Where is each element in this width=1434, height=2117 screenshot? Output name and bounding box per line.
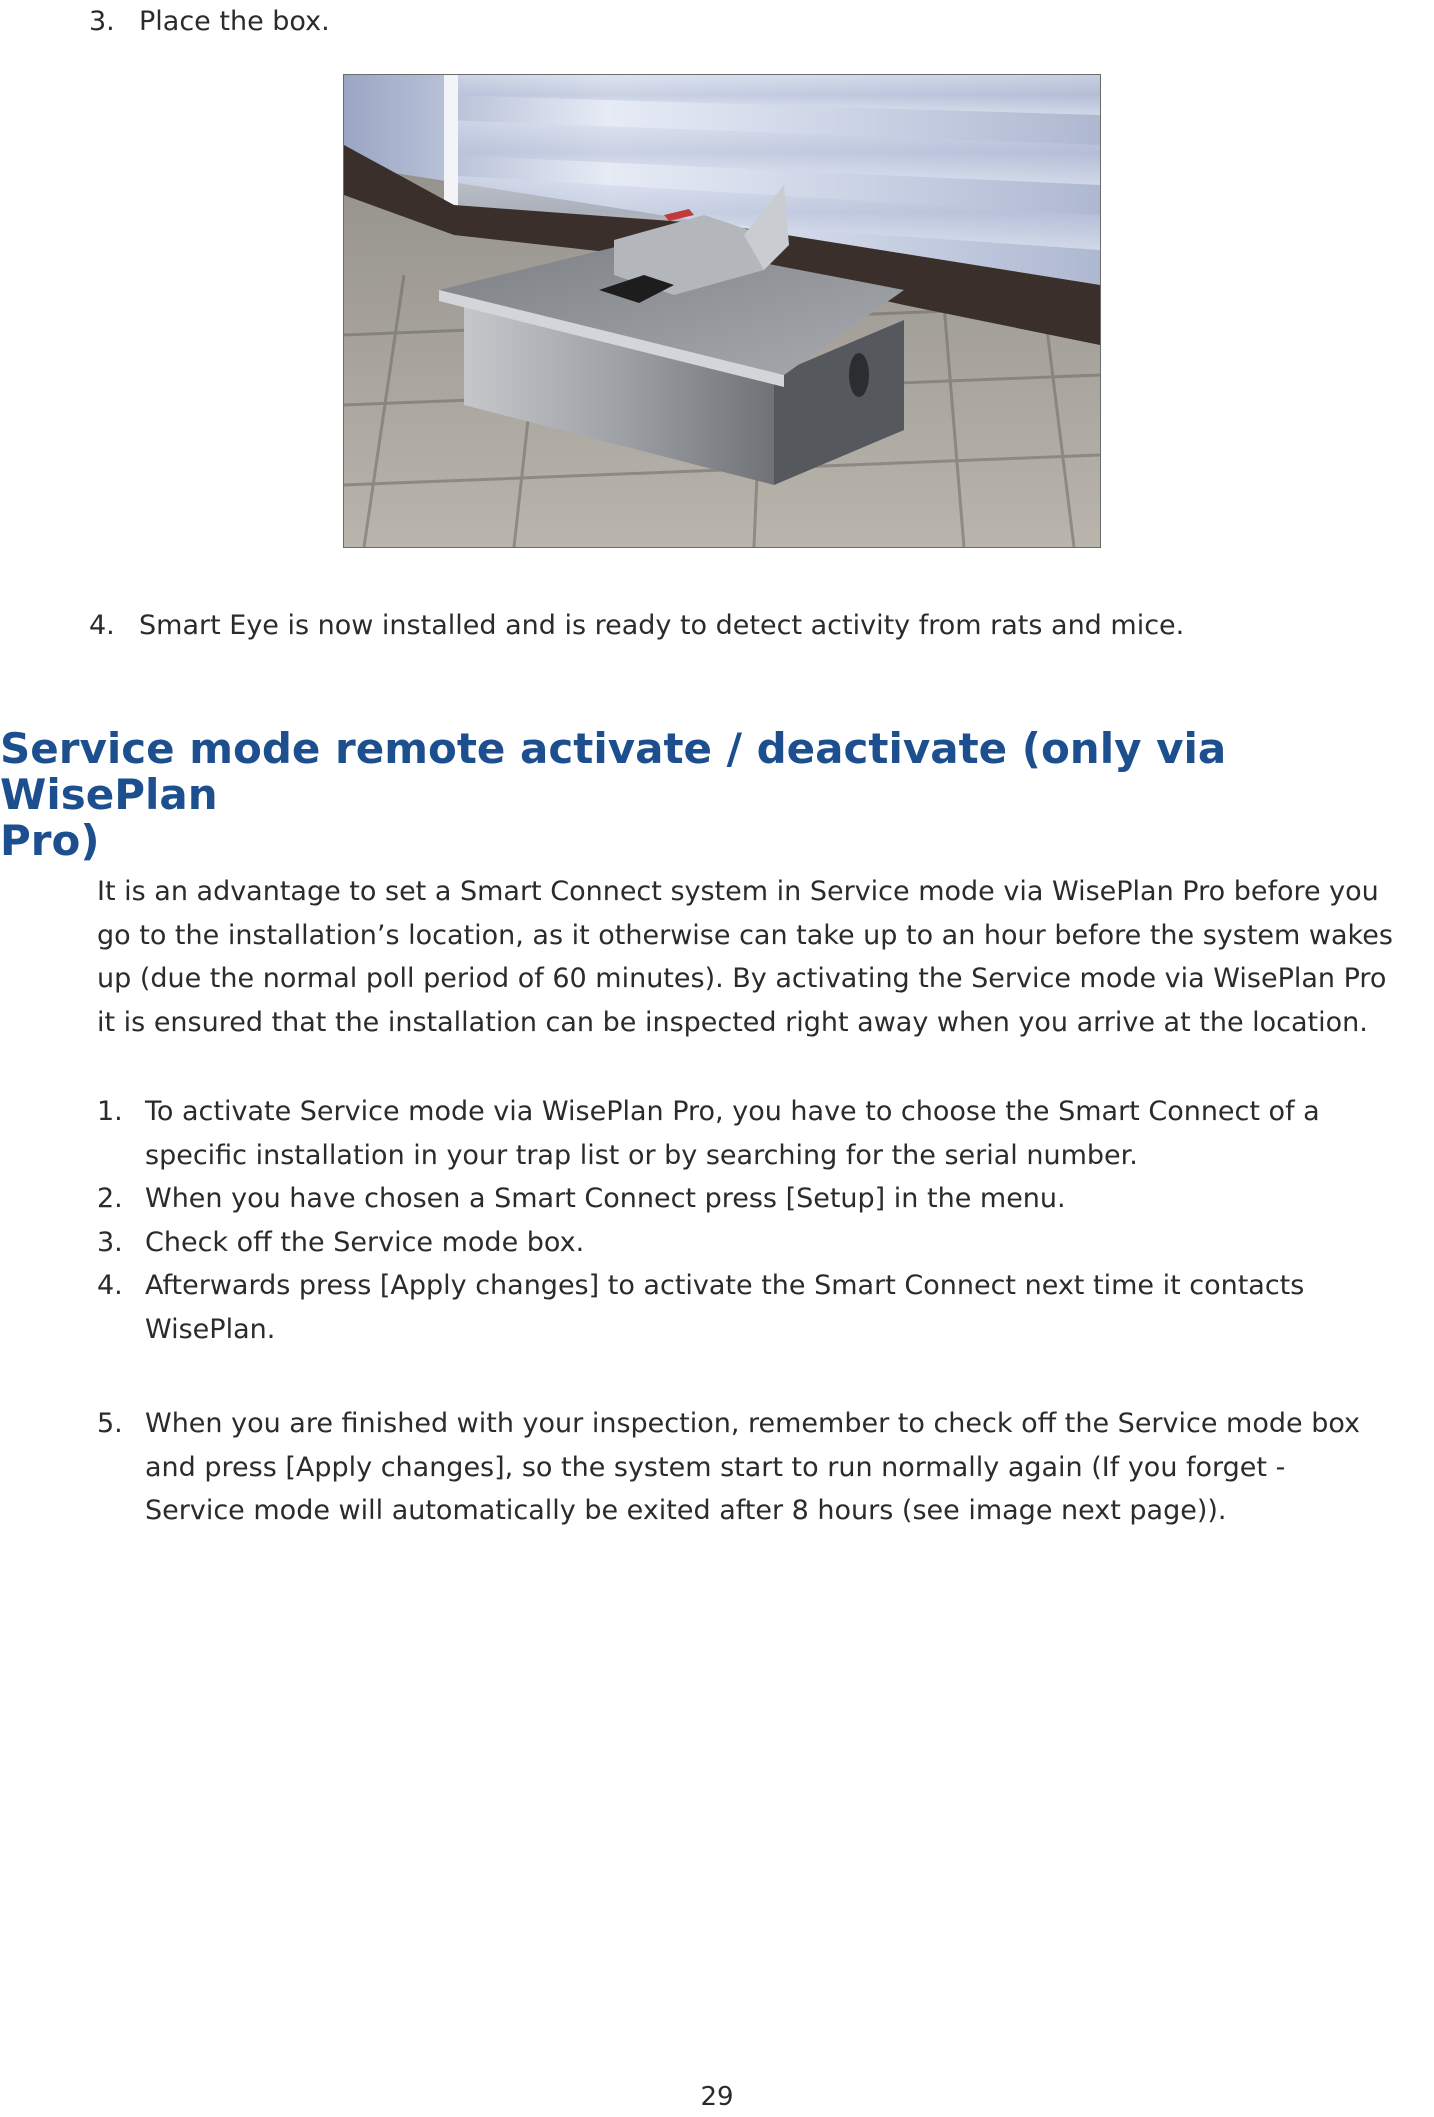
list-item-line: and press [Apply changes], so the system start to run normally again (If you forget -	[145, 1451, 1286, 1483]
paragraph-line: It is an advantage to set a Smart Connect system in Service mode via WisePlan Pro before you	[97, 876, 1379, 907]
list-item-line: Service mode will automatically be exited after 8 hours (see image next page)).	[145, 1495, 1227, 1526]
step-3-place-box	[89, 0, 330, 44]
list-item-number: 1.	[97, 1096, 123, 1127]
step-4-installed	[89, 604, 1184, 648]
bait-box-photo	[343, 74, 1101, 548]
list-item	[97, 1264, 1427, 1351]
list-item-line: To activate Service mode via WisePlan Pro, you have to choose the Smart Connect of a	[145, 1096, 1320, 1127]
list-item-line: WisePlan.	[145, 1313, 276, 1345]
steps-list-final	[97, 1402, 1427, 1533]
list-item	[97, 1221, 1427, 1265]
steps-list	[97, 1090, 1427, 1351]
section-heading	[0, 726, 1420, 864]
bait-box-photo-icon	[344, 75, 1100, 547]
heading-line-2: Pro)	[0, 816, 100, 865]
list-item-line: speciﬁc installation in your trap list or by searching for the serial number.	[145, 1139, 1138, 1171]
list-item	[97, 1177, 1427, 1221]
list-item-line: When you are ﬁnished with your inspection, remember to check oﬀ the Service mode box	[145, 1408, 1361, 1439]
list-item-number: 3.	[97, 1226, 123, 1258]
heading-line-1: Service mode remote activate / deactivate (only via WisePlan	[0, 724, 1227, 819]
paragraph-line: go to the installation’s location, as it otherwise can take up to an hour before the system wakes	[97, 919, 1393, 951]
list-item-number: 4.	[97, 1270, 123, 1301]
list-item-number: 5.	[97, 1408, 123, 1439]
step-text: Smart Eye is now installed and is ready to detect activity from rats and mice.	[139, 610, 1185, 641]
list-item-line: Afterwards press [Apply changes] to activate the Smart Connect next time it contacts	[145, 1270, 1305, 1301]
step-text: Place the box.	[139, 6, 330, 37]
intro-paragraph	[97, 870, 1427, 1044]
step-number: 3.	[89, 6, 115, 37]
list-item-number: 2.	[97, 1183, 123, 1214]
list-item	[97, 1090, 1427, 1177]
paragraph-line: it is ensured that the installation can be inspected right away when you arrive at the location.	[97, 1006, 1368, 1038]
step-number: 4.	[89, 610, 115, 641]
page-number: 29	[700, 2082, 734, 2112]
list-item-line: When you have chosen a Smart Connect press [Setup] in the menu.	[145, 1183, 1066, 1214]
list-item-line: Check oﬀ the Service mode box.	[145, 1226, 585, 1258]
paragraph-line: up (due the normal poll period of 60 minutes). By activating the Service mode via WisePlan Pro	[97, 963, 1387, 994]
list-item	[97, 1402, 1427, 1533]
